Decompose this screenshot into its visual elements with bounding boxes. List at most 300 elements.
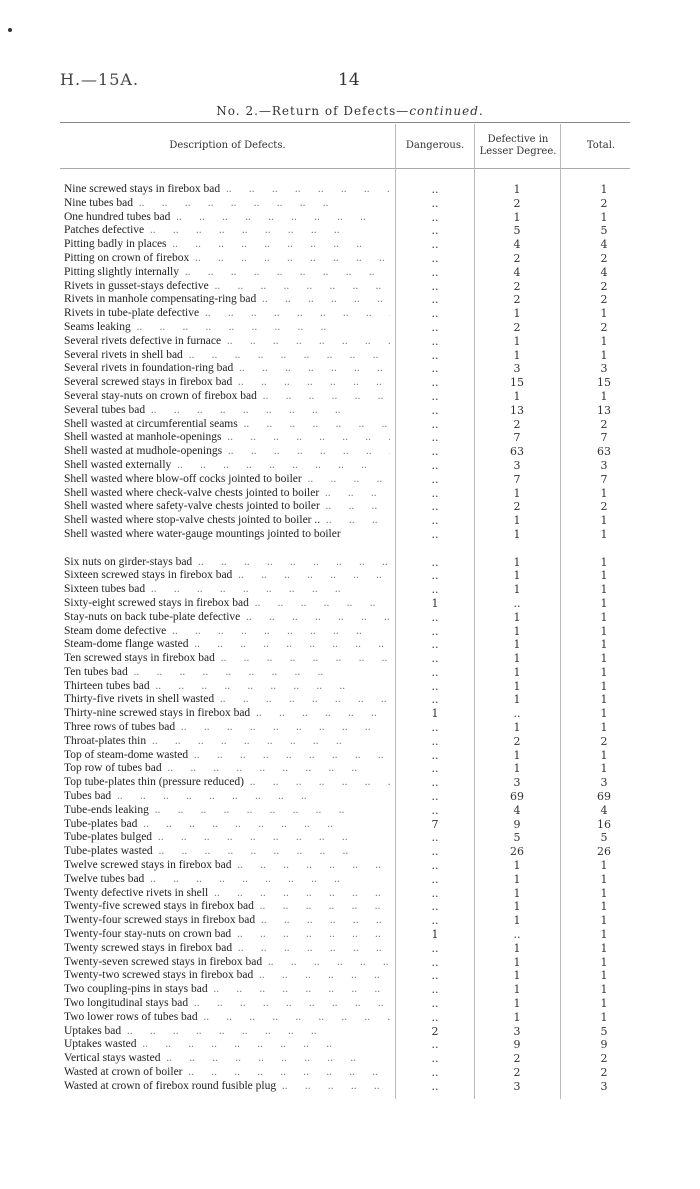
lesser-count: 2 [513,320,521,334]
table-title-continued: continued. [409,104,484,118]
defect-description [64,831,390,845]
defect-description [64,431,390,445]
total-count: 1 [600,748,608,762]
lesser-count: 1 [513,900,521,914]
dangerous-count: .. [431,265,439,279]
defect-description [64,197,390,211]
defect-description [64,1052,390,1066]
table-row [0,556,700,570]
defect-description [64,183,390,197]
defect-description-text: Several rivets defective in furnace [64,334,222,347]
defect-description [64,1011,390,1025]
table-row [0,1011,700,1025]
total-count: 1 [600,886,608,900]
dangerous-count: .. [431,969,439,983]
table-row [0,335,700,349]
defect-description-text: Vertical stays wasted [64,1052,161,1065]
dangerous-count: .. [431,831,439,845]
defect-description [64,776,390,790]
table-row [0,500,700,514]
defect-description [64,238,390,252]
total-count: 2 [600,320,608,334]
defect-description-text: Twelve screwed stays in firebox bad [64,859,232,872]
dangerous-count: .. [431,279,439,293]
total-count: 1 [600,679,608,693]
table-row [0,445,700,459]
column-header-lesser: Defective in Lesser Degree. [479,134,557,157]
table-row [0,956,700,970]
total-count: 5 [600,831,608,845]
lesser-count: 3 [513,1079,521,1093]
dangerous-count: .. [431,527,439,541]
defect-description-text: Sixteen screwed stays in firebox bad [64,569,233,582]
defect-description [64,625,390,639]
dangerous-count: 2 [431,1024,439,1038]
defect-description-text: Twenty-five screwed stays in firebox bad [64,900,254,913]
lesser-count: 1 [513,997,521,1011]
lesser-count: 7 [513,431,521,445]
lesser-count: 1 [513,527,521,541]
table-row [0,183,700,197]
defect-description-text: Several tubes bad [64,403,146,416]
table-row [0,666,700,680]
table-row [0,873,700,887]
lesser-count: 3 [513,458,521,472]
total-count: 1 [600,183,608,196]
dangerous-count: .. [431,638,439,652]
total-count: 3 [600,1079,608,1093]
defect-description [64,887,390,901]
table-row [0,597,700,611]
lesser-count: 5 [513,831,521,845]
defect-description-text: Several rivets in foundation-ring bad [64,362,234,375]
dangerous-count: 1 [431,707,439,721]
defect-description-text: Thirty-nine screwed stays in firebox bad [64,707,251,720]
lesser-count: 2 [513,196,521,210]
lesser-count: 1 [513,307,521,321]
total-count: 1 [600,624,608,638]
table-row [0,969,700,983]
defect-description-text: Steam-dome flange wasted [64,638,189,651]
dangerous-count: .. [431,803,439,817]
dangerous-count: .. [431,872,439,886]
total-count: 26 [597,845,611,859]
defect-description [64,487,390,501]
total-count: 1 [600,569,608,583]
defect-description [64,693,390,707]
defect-description-text: Shell wasted where blow-off cocks jointed to boiler [64,472,302,485]
table-row [0,942,700,956]
lesser-count: 63 [510,445,524,459]
defect-description [64,252,390,266]
table-row [0,528,700,556]
defect-description-text: Shell wasted at manhole-openings [64,431,222,444]
dangerous-count: .. [431,500,439,514]
table-row [0,845,700,859]
table-row [0,831,700,845]
table-row [0,997,700,1011]
defect-description-text: Ten tubes bad [64,665,128,678]
table-row [0,914,700,928]
lesser-count: 9 [513,1038,521,1052]
table-row [0,818,700,832]
lesser-count: 1 [513,941,521,955]
table-row [0,362,700,376]
defect-description-text: Pitting on crown of firebox [64,251,190,264]
dangerous-count: .. [431,334,439,348]
table-row [0,1066,700,1080]
defect-description-text: Shell wasted at circumferential seams [64,417,238,430]
defect-description-text: Seams leaking [64,320,131,333]
defect-description-text: Thirteen tubes bad [64,679,150,692]
lesser-count: 1 [513,610,521,624]
table-row [0,252,700,266]
defect-description [64,804,390,818]
lesser-count: 3 [513,362,521,376]
header-rule-top [60,122,630,123]
defect-description-text: Top of steam-dome wasted [64,748,189,761]
dangerous-count: .. [431,210,439,224]
table-row [0,735,700,749]
dangerous-count: .. [431,472,439,486]
defect-description-text: Twelve tubes bad [64,872,145,885]
dangerous-count: .. [431,238,439,252]
dangerous-count: .. [431,224,439,238]
lesser-count: .. [513,596,521,610]
dangerous-count: .. [431,1066,439,1079]
defect-description [64,969,390,983]
lesser-count: 1 [513,859,521,873]
defect-description [64,266,390,280]
table-row [0,514,700,528]
dangerous-count: .. [431,376,439,390]
defect-description-text: Six nuts on girder-stays bad [64,555,193,568]
dangerous-count: .. [431,790,439,804]
lesser-count: 1 [513,555,521,569]
total-count: 3 [600,362,608,376]
defect-description-text: Rivets in gusset-stays defective [64,279,209,292]
defect-description [64,707,390,721]
dangerous-count: .. [431,955,439,969]
defect-description-text: Twenty screwed stays in firebox bad [64,941,233,954]
lesser-count: 1 [513,983,521,997]
lesser-count: 7 [513,472,521,486]
table-row [0,1038,700,1052]
defect-description [64,528,390,542]
table-row [0,693,700,707]
dangerous-count: .. [431,362,439,376]
defect-description [64,1066,390,1080]
defect-description-text: Throat-plates thin [64,734,147,747]
defect-description-text: Two lower rows of tubes bad [64,1010,198,1023]
total-count: 4 [600,265,608,279]
table-row [0,721,700,735]
defect-description-text: Sixteen tubes bad [64,583,146,596]
total-count: 2 [600,196,608,210]
table-row [0,431,700,445]
defect-description [64,583,390,597]
total-count: 1 [600,721,608,735]
dangerous-count: .. [431,307,439,321]
dangerous-count: .. [431,983,439,997]
defect-description-text: Uptakes wasted [64,1038,137,1051]
defect-description-text: Twenty defective rivets in shell [64,886,209,899]
lesser-count: 13 [510,403,524,417]
lesser-count: 1 [513,914,521,928]
lesser-count: 4 [513,803,521,817]
lesser-count: .. [513,928,521,942]
dangerous-count: .. [431,762,439,776]
defect-description [64,307,390,321]
dangerous-count: .. [431,417,439,431]
defect-description [64,500,390,514]
dangerous-count: .. [431,183,439,196]
total-count: 1 [600,638,608,652]
lesser-count: 2 [513,293,521,307]
lesser-count: 1 [513,665,521,679]
dangerous-count: .. [431,514,439,528]
total-count: 1 [600,900,608,914]
defect-description-text: Pitting slightly internally [64,265,179,278]
total-count: 1 [600,486,608,500]
lesser-count: 26 [510,845,524,859]
total-count: 2 [600,1066,608,1079]
defect-description-text: Twenty-four stay-nuts on crown bad [64,928,232,941]
lesser-count: 1 [513,638,521,652]
defect-description-text: Ten screwed stays in firebox bad [64,652,215,665]
defect-description-text: Patches defective [64,224,145,237]
dangerous-count: .. [431,693,439,707]
lesser-count: 1 [513,1010,521,1024]
defect-description-text: Nine screwed stays in firebox bad [64,183,221,195]
lesser-count: 1 [513,486,521,500]
table-row [0,900,700,914]
defect-description [64,390,390,404]
defect-description-text: Thirty-five rivets in shell wasted [64,693,215,706]
dangerous-count: .. [431,389,439,403]
dangerous-count: .. [431,320,439,334]
total-count: 1 [600,969,608,983]
total-count: 4 [600,238,608,252]
total-count: 1 [600,610,608,624]
total-count: 2 [600,251,608,265]
table-row [0,569,700,583]
table-row [0,238,700,252]
defect-description [64,680,390,694]
defect-description [64,914,390,928]
defect-description [64,1038,390,1052]
dangerous-count: .. [431,431,439,445]
table-row [0,349,700,363]
dangerous-count: 1 [431,928,439,942]
dangerous-count: .. [431,1079,439,1093]
dangerous-count: .. [431,679,439,693]
dangerous-count: .. [431,251,439,265]
defect-description-text: Pitting badly in places [64,238,167,251]
defect-description-text: Sixty-eight screwed stays in firebox bad [64,596,249,609]
lesser-count: 1 [513,748,521,762]
total-count: 9 [600,1038,608,1052]
total-count: 63 [597,445,611,459]
dangerous-count: .. [431,776,439,790]
dangerous-count: .. [431,900,439,914]
defect-description [64,873,390,887]
total-count: 2 [600,500,608,514]
dangerous-count: .. [431,583,439,597]
table-row [0,887,700,901]
total-count: 1 [600,514,608,528]
table-row [0,776,700,790]
defect-description-text: Steam dome defective [64,624,167,637]
defect-description-text: Stay-nuts on back tube-plate defective [64,610,241,623]
dangerous-count: .. [431,721,439,735]
defect-description [64,749,390,763]
column-header-description: Description of Defects. [169,140,286,151]
total-count: 2 [600,734,608,748]
column-header-dangerous: Dangerous. [405,140,465,151]
defect-description [64,1025,390,1039]
table-title [0,104,700,118]
dangerous-count: .. [431,1038,439,1052]
lesser-count: 1 [513,210,521,224]
defect-description [64,293,390,307]
dangerous-count: .. [431,845,439,859]
table-row [0,762,700,776]
header-rule-bottom [60,168,630,169]
table-row [0,1052,700,1066]
defect-description-text: Top row of tubes bad [64,762,162,775]
defect-description-text: Uptakes bad [64,1024,122,1037]
total-count: 1 [600,665,608,679]
total-count: 4 [600,803,608,817]
defect-description [64,997,390,1011]
lesser-count: 2 [513,1066,521,1079]
defects-table-body [0,183,700,1094]
table-row [0,376,700,390]
total-count: 3 [600,776,608,790]
defect-description-text: Tube-plates bulged [64,831,153,844]
defect-description-text: Shell wasted where check-valve chests jointed to boiler [64,486,320,499]
table-row [0,473,700,487]
dangerous-count: .. [431,610,439,624]
table-row [0,983,700,997]
defect-description-text: Two longitudinal stays bad [64,997,189,1010]
table-row [0,404,700,418]
table-row [0,1025,700,1039]
table-row [0,224,700,238]
page-identifier: H.—15A. [60,70,140,89]
defect-description-text: Rivets in tube-plate defective [64,307,200,320]
table-row [0,307,700,321]
defect-description-text: Two coupling-pins in stays bad [64,983,208,996]
defect-description [64,224,390,238]
dangerous-count: .. [431,748,439,762]
lesser-count: 4 [513,238,521,252]
total-count: 7 [600,472,608,486]
defect-description-text: Rivets in manhole compensating-ring bad [64,293,257,306]
table-row [0,859,700,873]
dangerous-count: .. [431,665,439,679]
table-row [0,390,700,404]
dangerous-count: .. [431,196,439,210]
dangerous-count: 1 [431,596,439,610]
table-row [0,487,700,501]
defect-description [64,211,390,225]
dangerous-count: .. [431,1010,439,1024]
dangerous-count: 7 [431,817,439,831]
total-count: 3 [600,458,608,472]
total-count: 1 [600,955,608,969]
lesser-count: 1 [513,762,521,776]
defect-description [64,473,390,487]
total-count: 16 [597,817,611,831]
defect-description [64,900,390,914]
table-row [0,293,700,307]
total-count: 1 [600,983,608,997]
defect-description-text: Wasted at crown of firebox round fusible plug [64,1079,277,1092]
lesser-count: 3 [513,1024,521,1038]
dangerous-count: .. [431,624,439,638]
dangerous-count: .. [431,569,439,583]
table-row [0,652,700,666]
lesser-count: 1 [513,514,521,528]
lesser-count: 1 [513,334,521,348]
defect-description [64,983,390,997]
defect-description [64,666,390,680]
lesser-count: 1 [513,389,521,403]
defect-description [64,638,390,652]
total-count: 2 [600,293,608,307]
table-row [0,211,700,225]
defect-description [64,459,390,473]
table-row [0,197,700,211]
lesser-count: 1 [513,693,521,707]
defect-description-text: Shell wasted externally [64,458,172,471]
total-count: 1 [600,583,608,597]
defect-description-text: Twenty-two screwed stays in firebox bad [64,969,254,982]
defect-description [64,404,390,418]
defect-description [64,335,390,349]
total-count: 13 [597,403,611,417]
margin-dot [8,28,12,32]
defect-description [64,556,390,570]
defect-description [64,652,390,666]
defect-description-text: Shell wasted where water-gauge mountings jointed to boiler [64,527,341,540]
lesser-count: 2 [513,279,521,293]
lesser-count: 1 [513,583,521,597]
table-row [0,804,700,818]
lesser-count: 4 [513,265,521,279]
lesser-count: 1 [513,886,521,900]
defect-description [64,956,390,970]
total-count: 5 [600,1024,608,1038]
defect-description-text: Shell wasted at mudhole-openings [64,445,223,458]
defect-description [64,762,390,776]
lesser-count: 69 [510,790,524,804]
lesser-count: 1 [513,624,521,638]
table-row [0,638,700,652]
total-count: 1 [600,762,608,776]
defect-description [64,790,390,804]
dangerous-count: .. [431,941,439,955]
total-count: 2 [600,279,608,293]
table-row [0,680,700,694]
defect-description-text: Twenty-seven screwed stays in firebox bad [64,955,263,968]
dangerous-count: .. [431,293,439,307]
dangerous-count: .. [431,486,439,500]
lesser-count: 1 [513,183,521,196]
lesser-count: 15 [510,376,524,390]
